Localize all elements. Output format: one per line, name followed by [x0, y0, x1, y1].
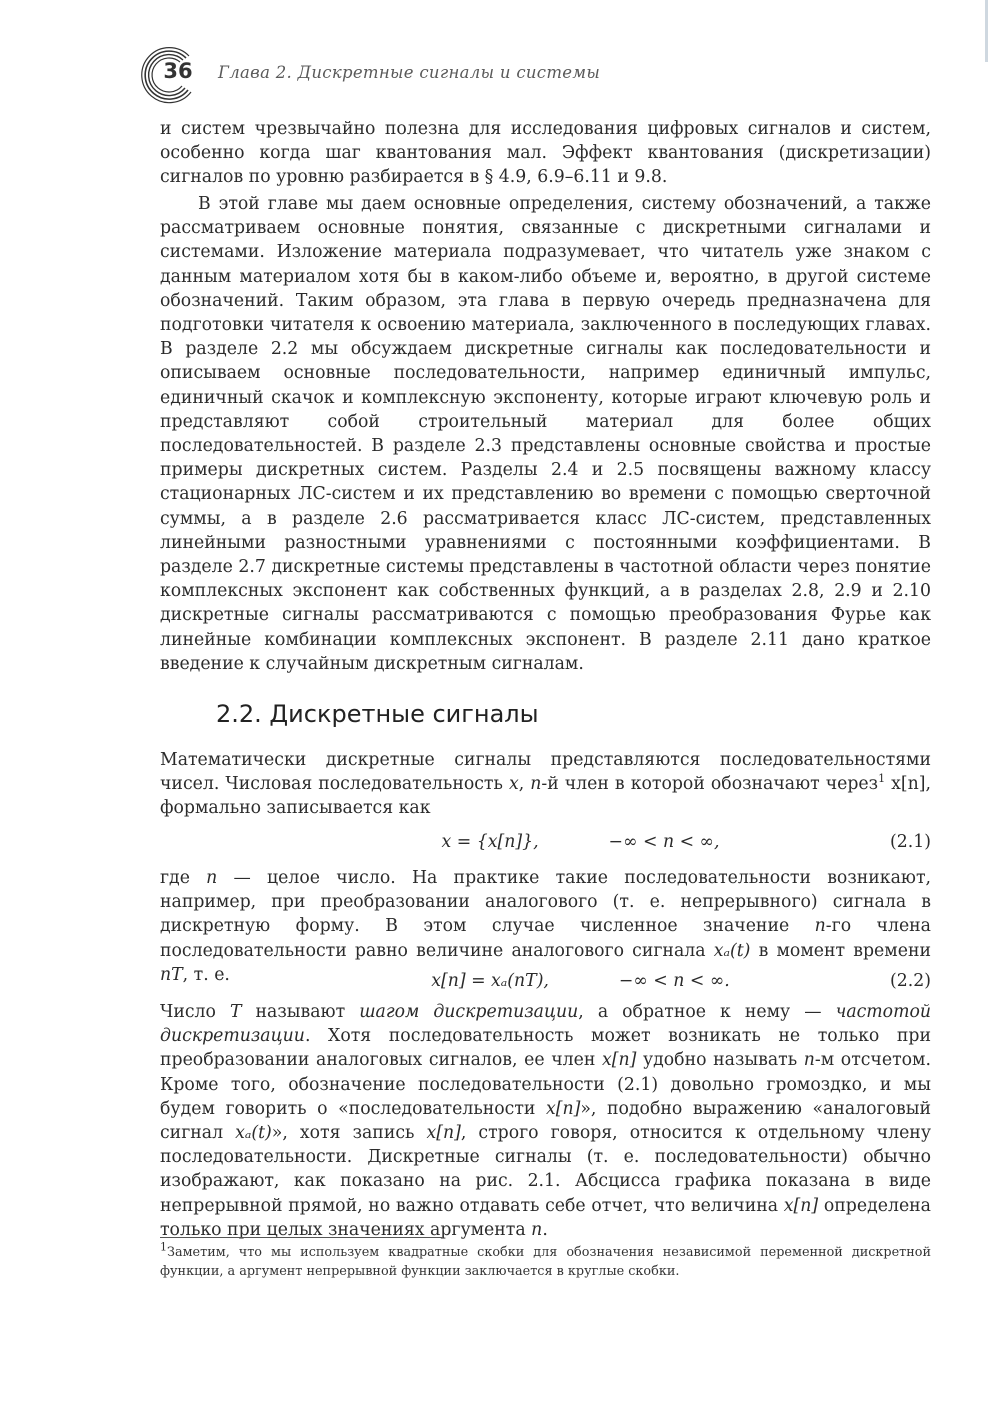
equation-2-2	[160, 968, 931, 994]
math-var: n	[206, 868, 218, 888]
footnote-text: $^1$Заметим, что мы используем квадратные скобки для обозначения независимой переменной дискретной функции, а аргумент непрерывной функции заключается в круглые скобки.	[160, 1240, 931, 1279]
equation-number: (2.1)	[890, 832, 931, 852]
footnote-mark: 1	[878, 772, 886, 786]
paragraph-4: где n — целое число. На практике такие последовательности возникают, например, при преобразовании аналогового (т. е. непрерывного) сигнала в дискретную форму. В этом случае численное значение n-го члена последовательности равно величине аналогового сигнала xₐ(t) в момент времени nT, т. е.	[160, 868, 931, 985]
footnote-divider	[160, 1237, 442, 1238]
equation-2-1	[160, 829, 931, 855]
math-var: n	[530, 774, 542, 795]
math-var: n	[814, 916, 826, 937]
paragraph-3: Математически дискретные сигналы представляются последовательностями чисел. Числовая последовательность x, n-й член в которой обозначают через$^1$ x[n], формально записывается как	[160, 750, 932, 819]
page-edge-mark	[985, 0, 988, 62]
paragraph-continuation	[160, 117, 931, 190]
paragraph-5: Число T называют шагом дискретизации, а обратное к нему — частотой дискретизации. Хотя последовательность может возникать не только при преобразовании аналоговых сигналов, ее член x[n] удобно называть n-м отсчетом. Кроме того, обозначение последовательности (2.1) довольно громоздко, и мы будем говорить о «последовательности x[n]», подобно выражению «аналоговый сигнал xₐ(t)», хотя запись x[n], строго говоря, относится к отдельному члену последовательности. Дискретные сигналы (т. е. последовательности) обычно изображают, как показано на рис. 2.1. Абсцисса графика показана в виде непрерывной прямой, но важно отдавать себе отчет, что величина x[n] определена только при целых значениях аргумента n.	[160, 1002, 932, 1240]
math-expr: nT	[160, 964, 183, 985]
paragraph-1: и систем чрезвычайно полезна для исследования цифровых сигналов и систем, особенно когда шаг квантования мал. Эффект квантования (дискретизации) сигналов по уровню разбирается в § 4.9, 6.9–6.11 и 9.8.	[160, 119, 931, 188]
equation-number: (2.2)	[890, 971, 931, 991]
footnote	[160, 1240, 931, 1281]
page-number: 36	[163, 59, 193, 83]
running-head: Глава 2. Дискретные сигналы и системы	[218, 63, 601, 82]
equation-lhs: x = {x[n]},	[441, 832, 539, 852]
term-sampling-period: шагом дискретизации	[359, 1002, 579, 1022]
math-var: n	[803, 1050, 815, 1071]
math-var: n	[531, 1219, 543, 1240]
equation-condition: −∞ < n < ∞.	[618, 971, 730, 991]
math-var: T	[229, 1002, 242, 1022]
math-expr: x[n]	[601, 1050, 637, 1071]
math-expr: xₐ(t)	[713, 940, 751, 961]
math-expr: x[n]	[891, 774, 926, 795]
math-expr: xₐ(t)	[235, 1123, 272, 1144]
paragraph-2: В этой главе мы даем основные определения, систему обозначений, а также рассматриваем основные понятия, связанные с дискретными сигналами и системами. Изложение материала подразумевает, что читатель уже знаком с данным материалом хотя бы в каком-либо объеме и, вероятно, в другой системе обозначений. Таким образом, эта глава в первую очередь предназначена для подготовки читателя к освоению материала, заключенного в последующих главах. В разделе 2.2 мы обсуждаем дискретные сигналы как последовательности и описываем основные последовательности, например единичный импульс, единичный скачок и комплексную экспоненту, которые играют ключевую роль и представляют собой строительный материал для более общих последовательностей. В разделе 2.3 представлены основные свойства и простые примеры дискретных систем. Разделы 2.4 и 2.5 посвящены важному классу стационарных ЛС-систем и их представлению во времени с помощью сверточной суммы, а в разделе 2.6 рассматривается класс ЛС-систем, представленных линейными разностными уравнениями с постоянными коэффициентами. В разделе 2.7 дискретные системы представлены в частотной области через понятие комплексных экспонент как собственных функций, а в разделах 2.8, 2.9 и 2.10 дискретные сигналы рассматриваются с помощью преобразования Фурье как линейные комбинации комплексных экспонент. В разделе 2.11 дано краткое введение к случайным дискретным сигналам.	[160, 194, 931, 674]
equation-condition: −∞ < n < ∞,	[608, 832, 720, 852]
paragraph-definition	[160, 748, 931, 821]
term-sampling-rate: частотой дискретизации	[160, 1002, 932, 1047]
paragraph-terms	[160, 1000, 931, 1242]
footnote-number: 1	[160, 1240, 167, 1254]
equation-lhs: x[n] = xₐ(nT),	[431, 971, 549, 991]
math-expr: x[n]	[426, 1123, 461, 1144]
math-expr: x[n]	[783, 1195, 819, 1216]
paragraph-chapter-overview	[160, 192, 931, 676]
math-expr: x[n]	[545, 1098, 581, 1119]
math-var: x	[508, 774, 519, 795]
section-title: 2.2. Дискретные сигналы	[216, 700, 539, 728]
